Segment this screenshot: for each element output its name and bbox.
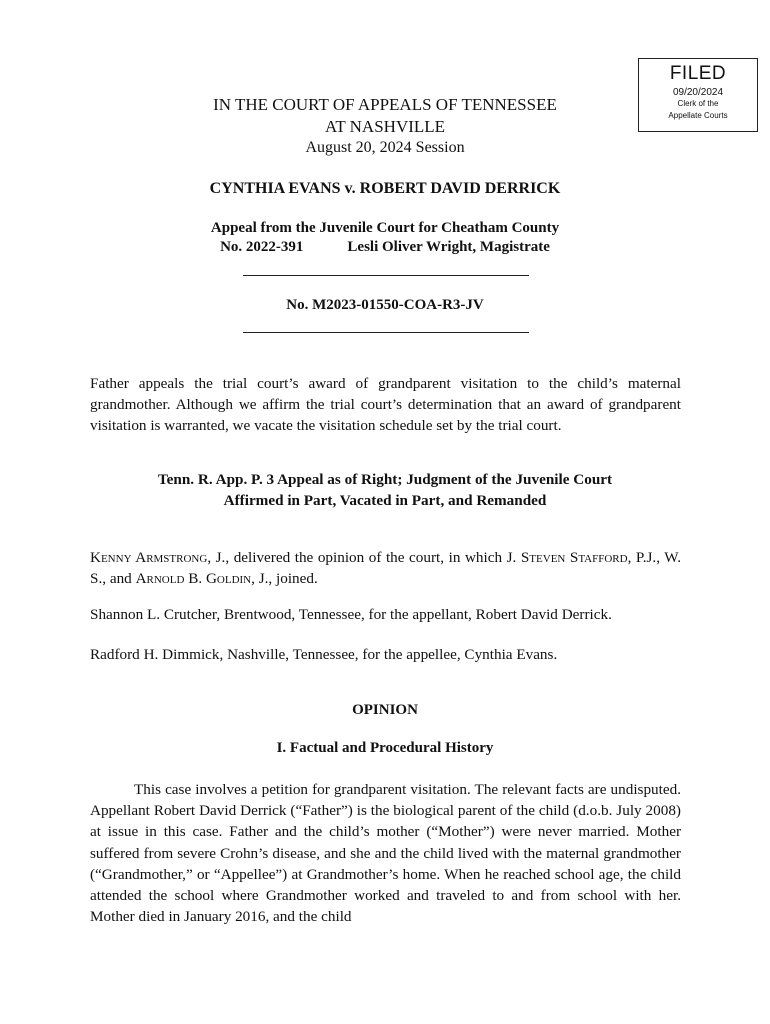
docket-number: No. M2023-01550-COA-R3-JV	[286, 297, 484, 313]
case-summary: Father appeals the trial court’s award of grandparent visitation to the child’s maternal grandmother. Although we affirm the trial court’s determination that an award of grandparent visitation is warranted, we vacate the visitation schedule set by the trial court.	[90, 375, 681, 434]
court-name: IN THE COURT OF APPEALS OF TENNESSEE	[213, 95, 557, 114]
opinion-paragraph	[90, 779, 681, 927]
disposition-line-1: Tenn. R. App. P. 3 Appeal as of Right; Judgment of the Juvenile Court	[157, 471, 613, 488]
court-location: AT NASHVILLE	[324, 117, 446, 136]
filed-stamp-clerk: Clerk of the	[677, 99, 719, 108]
author-judge-name: Kenny Armstrong	[90, 549, 208, 566]
counsel-appellee: Radford H. Dimmick, Nashville, Tennessee, for the appellee, Cynthia Evans.	[90, 646, 558, 663]
lower-court-line	[90, 239, 680, 256]
disposition-line-2: Affirmed in Part, Vacated in Part, and Remanded	[223, 492, 547, 509]
case-title: CYNTHIA EVANS v. ROBERT DAVID DERRICK	[209, 180, 561, 197]
judge2-title: , P.J., W. S., and	[90, 549, 681, 587]
delivered-text: , J., delivered the opinion of the court, in which J.	[207, 549, 521, 566]
counsel-appellant: Shannon L. Crutcher, Brentwood, Tennessee, for the appellant, Robert David Derrick.	[90, 606, 612, 623]
opinion-heading: OPINION	[352, 702, 418, 718]
trial-judge: Lesli Oliver Wright, Magistrate	[347, 239, 550, 255]
joined-text: , J., joined.	[251, 570, 318, 587]
appeal-from: Appeal from the Juvenile Court for Cheatham County	[210, 220, 560, 236]
divider-bottom	[243, 332, 529, 333]
divider-top	[243, 275, 529, 276]
filed-stamp-date: 09/20/2024	[672, 87, 724, 98]
filed-stamp-title: FILED	[669, 63, 727, 84]
section-heading: I. Factual and Procedural History	[276, 740, 494, 756]
opinion-paragraph-text: This case involves a petition for grandparent visitation. The relevant facts are undisputed. Appellant Robert David Derrick (“Father”) is the biological parent of the child (d.o.b. July 2008) at issue in this case. Father and the child’s mother (“Mother”) were never married. Mother suffered from severe Crohn’s disease, and she and the child lived with the maternal grandmother (“Grandmother,” or “Appellee”) at Grandmother’s home. When he reached school age, the child attended the school where Grandmother worked and traveled to and from school with her. Mother died in January 2016, and the child	[90, 781, 681, 926]
filed-stamp-courts: Appellate Courts	[668, 111, 728, 120]
judge2-name: Steven Stafford	[520, 549, 628, 566]
judge3-name: Arnold B. Goldin	[135, 570, 252, 587]
disposition	[90, 469, 680, 511]
session-date: August 20, 2024 Session	[305, 139, 465, 156]
authoring-judges	[90, 547, 681, 589]
lower-court-number: No. 2022-391	[220, 239, 304, 255]
